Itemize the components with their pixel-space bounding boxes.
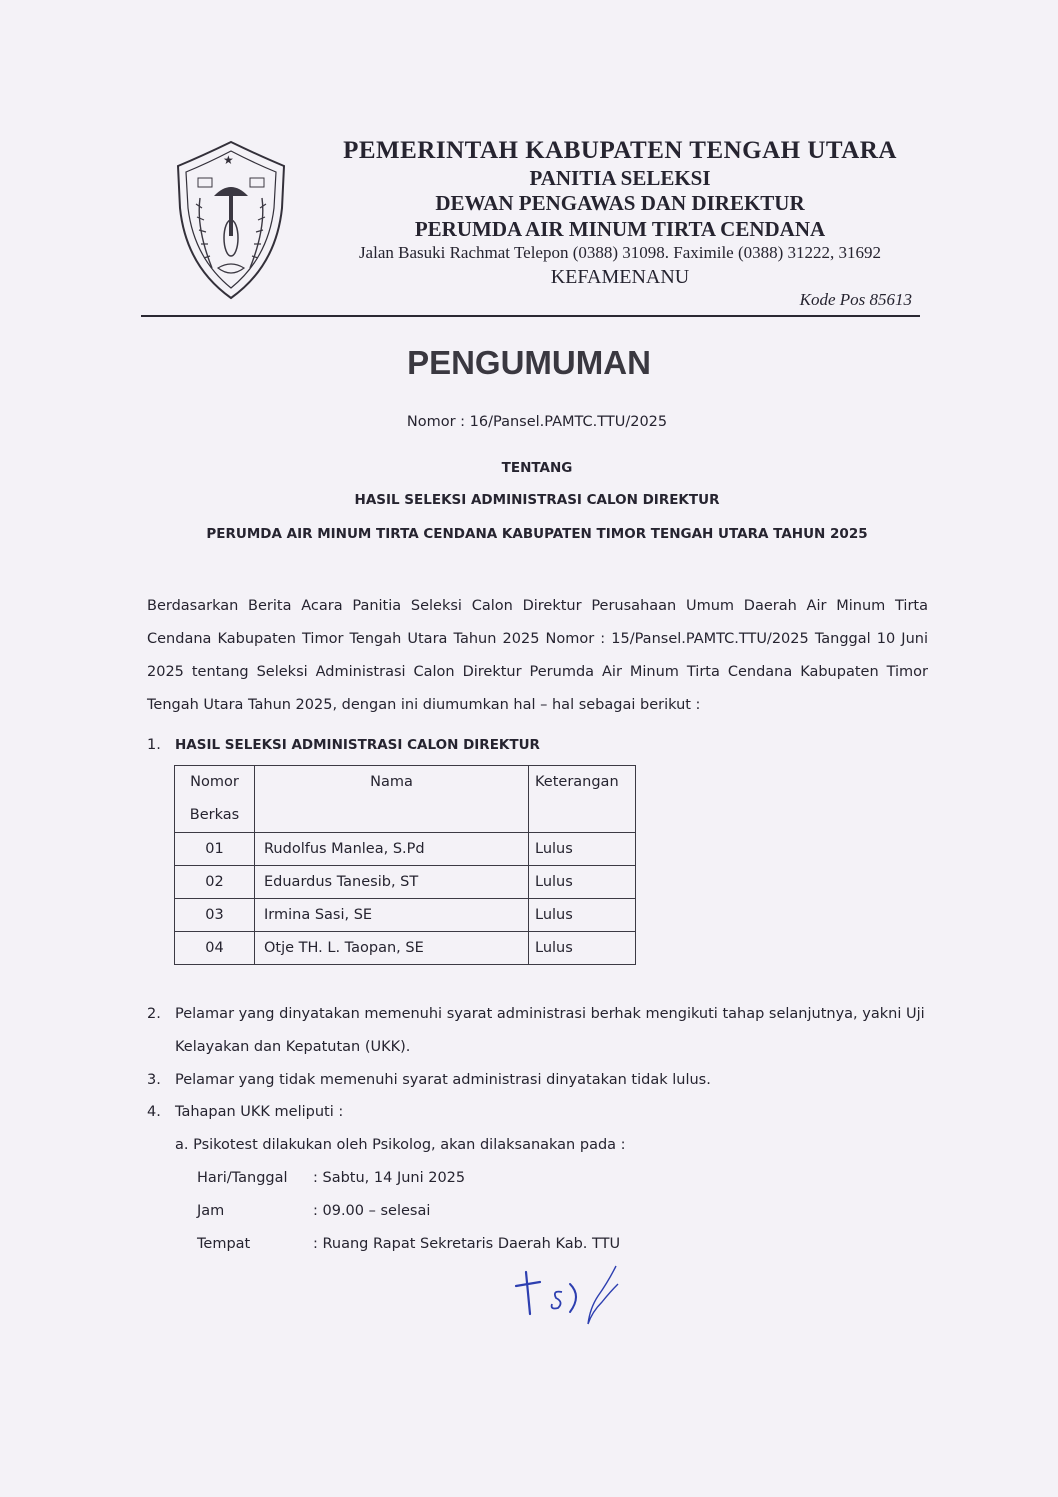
cell-nama: Rudolfus Manlea, S.Pd bbox=[255, 833, 529, 866]
schedule-label-time: Jam bbox=[197, 1203, 225, 1219]
letterhead-line-3: DEWAN PENGAWAS DAN DIREKTUR bbox=[435, 191, 805, 215]
letterhead-address: Jalan Basuki Rachmat Telepon (0388) 31098. Faximile (0388) 31222, 31692 bbox=[358, 243, 882, 262]
header-nama: Nama bbox=[255, 766, 529, 833]
header-nomor-berkas: Nomor Berkas bbox=[175, 766, 255, 833]
table-row bbox=[175, 932, 636, 965]
cell-nomor: 01 bbox=[175, 833, 255, 866]
page-title: PENGUMUMAN bbox=[407, 344, 651, 381]
document-number: Nomor : 16/Pansel.PAMTC.TTU/2025 bbox=[406, 414, 668, 430]
schedule-label-place: Tempat bbox=[197, 1236, 251, 1252]
cell-nama: Otje TH. L. Taopan, SE bbox=[255, 932, 529, 965]
intro-paragraph: Berdasarkan Berita Acara Panitia Seleksi Calon Direktur Perusahaan Umum Daerah Air Minum Tirta Cendana Kabupaten Timor Tengah Utara Tahun 2025 Nomor : 15/Pansel.PAMTC.TTU/2025 Tanggal 10 Juni 2025 tentang Seleksi Administrasi Calon Direktur Perumda Air Minum Tirta Cendana Kabupaten Timor Tengah Utara Tahun 2025, dengan ini diumumkan hal – hal sebagai berikut : bbox=[147, 598, 928, 713]
cell-nama: Eduardus Tanesib, ST bbox=[255, 866, 529, 899]
table-row bbox=[175, 866, 636, 899]
tentang-heading: TENTANG bbox=[501, 460, 573, 476]
item-3-text: Pelamar yang tidak memenuhi syarat administrasi dinyatakan tidak lulus. bbox=[175, 1072, 711, 1088]
cell-nama: Irmina Sasi, SE bbox=[255, 899, 529, 932]
schedule-label-date: Hari/Tanggal bbox=[197, 1170, 288, 1186]
svg-text:★: ★ bbox=[223, 153, 234, 167]
cell-nomor: 03 bbox=[175, 899, 255, 932]
schedule-value-time: : 09.00 – selesai bbox=[313, 1203, 431, 1219]
handwritten-initials bbox=[512, 1262, 624, 1328]
cell-nomor: 04 bbox=[175, 932, 255, 965]
letterhead-divider bbox=[141, 315, 920, 317]
item-3-number: 3. bbox=[147, 1072, 161, 1088]
header-keterangan: Keterangan bbox=[529, 766, 636, 833]
schedule-value-place: : Ruang Rapat Sekretaris Daerah Kab. TTU bbox=[313, 1236, 621, 1252]
item-4-text: Tahapan UKK meliputi : bbox=[175, 1104, 344, 1120]
table-row bbox=[175, 899, 636, 932]
letterhead-city: KEFAMENANU bbox=[550, 266, 690, 288]
letterhead-line-2: PANITIA SELEKSI bbox=[529, 166, 711, 190]
subtitle-2: PERUMDA AIR MINUM TIRTA CENDANA KABUPATEN TIMOR TENGAH UTARA TAHUN 2025 bbox=[206, 526, 868, 542]
letterhead-line-1: PEMERINTAH KABUPATEN TENGAH UTARA bbox=[343, 137, 897, 164]
item-2-number: 2. bbox=[147, 1006, 161, 1022]
subtitle-1: HASIL SELEKSI ADMINISTRASI CALON DIREKTUR bbox=[354, 492, 720, 508]
cell-keterangan: Lulus bbox=[529, 899, 636, 932]
table-row bbox=[175, 833, 636, 866]
schedule-value-date: : Sabtu, 14 Juni 2025 bbox=[313, 1170, 466, 1186]
coat-of-arms-logo bbox=[172, 138, 290, 302]
item-4-number: 4. bbox=[147, 1104, 161, 1120]
section-1-number: 1. bbox=[147, 737, 161, 753]
results-table bbox=[174, 765, 636, 965]
cell-keterangan: Lulus bbox=[529, 866, 636, 899]
cell-keterangan: Lulus bbox=[529, 833, 636, 866]
cell-nomor: 02 bbox=[175, 866, 255, 899]
item-2-text: Pelamar yang dinyatakan memenuhi syarat administrasi berhak mengikuti tahap selanjutnya, yakni Uji Kelayakan dan Kepatutan (UKK). bbox=[175, 1006, 925, 1055]
table-header-row bbox=[175, 766, 636, 833]
postal-code: Kode Pos 85613 bbox=[799, 290, 912, 309]
section-1-heading: HASIL SELEKSI ADMINISTRASI CALON DIREKTUR bbox=[175, 737, 540, 753]
sub-item-a: a. Psikotest dilakukan oleh Psikolog, akan dilaksanakan pada : bbox=[175, 1137, 626, 1153]
letterhead-line-4: PERUMDA AIR MINUM TIRTA CENDANA bbox=[414, 217, 826, 241]
cell-keterangan: Lulus bbox=[529, 932, 636, 965]
